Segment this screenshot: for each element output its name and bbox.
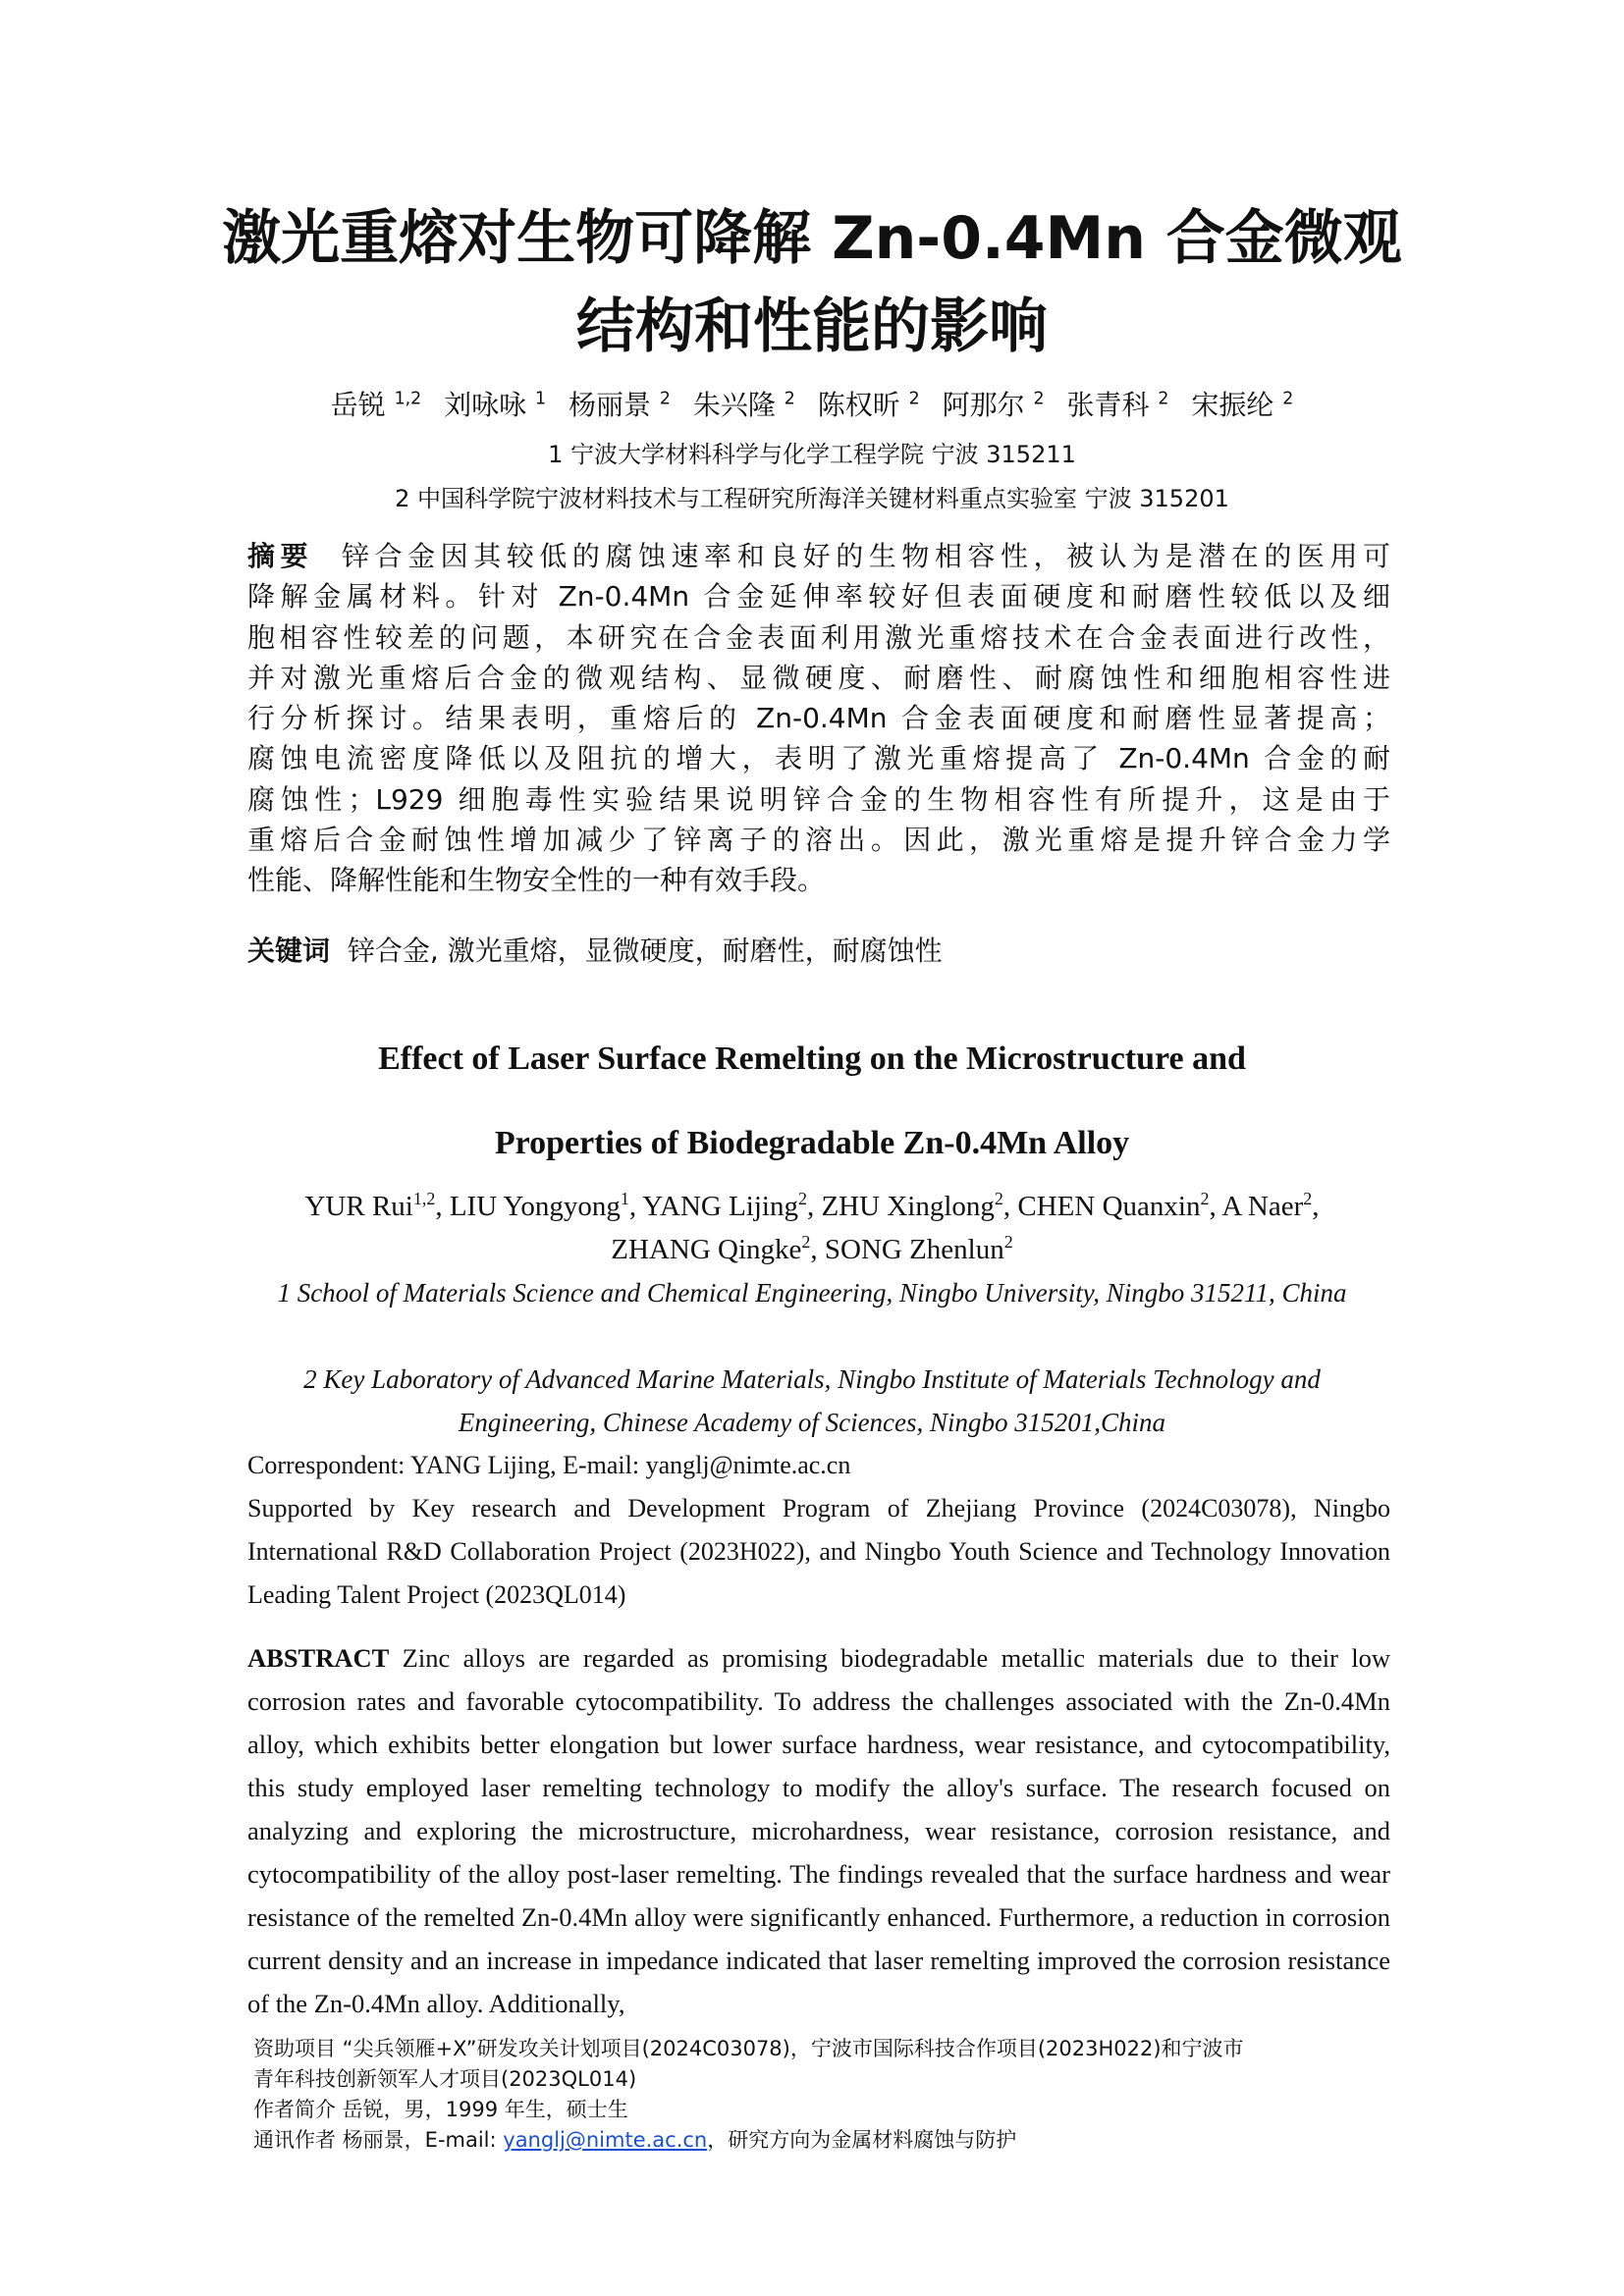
english-title-line-1: Effect of Laser Surface Remelting on the Microstructure and [378, 1041, 1246, 1077]
footnote-funding-line-1: 资助项目 “尖兵领雁+X”研发攻关计划项目(2024C03078)，宁波市国际科技合作项目(2023H022)和宁波市 [253, 2037, 1244, 2060]
chinese-keywords-label: 关键词 [247, 934, 331, 967]
english-author: SONG Zhenlun$^2$ [824, 1232, 1013, 1265]
english-author: A Naer$^2$, [1221, 1189, 1320, 1222]
footnotes [253, 2034, 1390, 2156]
english-abstract-label: ABSTRACT [247, 1643, 390, 1673]
footnote-funding-line-2: 青年科技创新领军人才项目(2023QL014) [253, 2067, 637, 2091]
chinese-abstract-line: 行分析探讨。结果表明，重熔后的 Zn-0.4Mn 合金表面硬度和耐磨性显著提高； [247, 702, 1390, 735]
footnote-corresponding-author: 通讯作者 杨丽景，E-mail: yanglj@nimte.ac.cn，研究方向为金属材料腐蚀与防护 [253, 2128, 1017, 2152]
english-author: ZHU Xinglong$^2$, [821, 1189, 1011, 1222]
chinese-abstract-line: 胞相容性较差的问题，本研究在合金表面利用激光重熔技术在合金表面进行改性， [247, 620, 1390, 654]
chinese-abstract-line: 重熔后合金耐蚀性增加减少了锌离子的溶出。因此，激光重熔是提升锌合金力学 [247, 824, 1390, 857]
english-title-line-2: Properties of Biodegradable Zn-0.4Mn Alloy [494, 1125, 1130, 1161]
chinese-author: 阿那尔 $^2$ [942, 389, 1045, 421]
chinese-keywords-text: 锌合金, 激光重熔，显微硬度，耐磨性，耐腐蚀性 [347, 934, 943, 967]
footnote-author-bio: 作者简介 岳锐，男，1999 年生，硕士生 [253, 2098, 628, 2121]
chinese-abstract-line: 降解金属材料。针对 Zn-0.4Mn 合金延伸率较好但表面硬度和耐磨性较低以及细 [247, 580, 1390, 614]
chinese-author: 刘咏咏 $^1$ [444, 389, 547, 421]
english-author: ZHANG Qingke$^2$, [611, 1232, 818, 1265]
english-author: CHEN Quanxin$^2$, [1017, 1189, 1217, 1222]
chinese-abstract-line: 腐蚀电流密度降低以及阻抗的增大，表明了激光重熔提高了 Zn-0.4Mn 合金的耐 [247, 742, 1390, 775]
chinese-title [196, 194, 1428, 371]
chinese-author: 张青科 $^2$ [1066, 389, 1169, 421]
chinese-title-line-2: 结构和性能的影响 [576, 293, 1048, 361]
chinese-author: 陈权昕 $^2$ [817, 389, 920, 421]
chinese-affiliation-2: 2 中国科学院宁波材料技术与工程研究所海洋关键材料重点实验室 宁波 315201 [395, 485, 1229, 512]
chinese-abstract-line: 腐蚀性；L929 细胞毒性实验结果说明锌合金的生物相容性有所提升，这是由于 [247, 782, 1390, 816]
english-affiliation-2: 2 Key Laboratory of Advanced Marine Materials, Ningbo Institute of Materials Technology and Engineering, Chinese Academy of Sciences, Ningbo 315201,China [303, 1364, 1321, 1437]
chinese-affiliation-1: 1 宁波大学材料科学与化学工程学院 宁波 315211 [548, 441, 1076, 468]
english-abstract-text: Zinc alloys are regarded as promising biodegradable metallic materials due to their low corrosion rates and favorable cytocompatibility. To address the challenges associated with the Zn-0.4Mn alloy, which exhibits better elongation but lower surface hardness, wear resistance, and cytocompatibility, this study employed laser remelting technology to modify the alloy's surface. The research focused on analyzing and exploring the microstructure, microhardness, wear resistance, corrosion resistance, and cytocompatibility of the alloy post-laser remelting. The findings revealed that the surface hardness and wear resistance of the remelted Zn-0.4Mn alloy were significantly enhanced. Furthermore, a reduction in corrosion current density and an increase in impedance indicated that laser remelting improved the corrosion resistance of the Zn-0.4Mn alloy. Additionally, [247, 1643, 1390, 2018]
chinese-abstract-line: 并对激光重熔后合金的微观结构、显微硬度、耐磨性、耐腐蚀性和细胞相容性进 [247, 661, 1390, 694]
chinese-abstract-line: 性能、降解性能和生物安全性的一种有效手段。 [247, 864, 826, 897]
chinese-author: 朱兴隆 $^2$ [692, 389, 795, 421]
chinese-author: 宋振纶 $^2$ [1191, 389, 1294, 421]
english-funding-statement: Supported by Key research and Development Program of Zhejiang Province (2024C03078), Ningbo International R&D Collaboration Project (2023H022), and Ningbo Youth Science and Technology Innovation Leading Talent Project (2023QL014) [247, 1494, 1390, 1609]
english-author: YANG Lijing$^2$, [642, 1189, 815, 1222]
chinese-title-line-1: 激光重熔对生物可降解 Zn-0.4Mn 合金微观 [222, 204, 1402, 273]
chinese-abstract-label: 摘要 [247, 540, 314, 572]
chinese-author-list [196, 386, 1428, 425]
chinese-abstract-line: 摘要 锌合金因其较低的腐蚀速率和良好的生物相容性，被认为是潜在的医用可 [247, 540, 1390, 572]
english-affiliation-1: 1 School of Materials Science and Chemical Engineering, Ningbo University, Ningbo 315211, China [277, 1278, 1347, 1308]
english-author: LIU Yongyong$^1$, [449, 1189, 637, 1222]
chinese-author: 岳锐 $^{1,2}$ [330, 389, 422, 421]
english-author: YUR Rui$^{1,2}$, [304, 1189, 443, 1222]
chinese-author: 杨丽景 $^2$ [568, 389, 671, 421]
english-author-list [257, 1185, 1367, 1271]
english-abstract [247, 1636, 1390, 2025]
english-correspondent: Correspondent: YANG Lijing, E-mail: yanglj@nimte.ac.cn [247, 1451, 851, 1479]
email-link[interactable]: yanglj@nimte.ac.cn [503, 2128, 708, 2152]
chinese-abstract [247, 536, 1390, 901]
chinese-keywords [247, 931, 1390, 971]
